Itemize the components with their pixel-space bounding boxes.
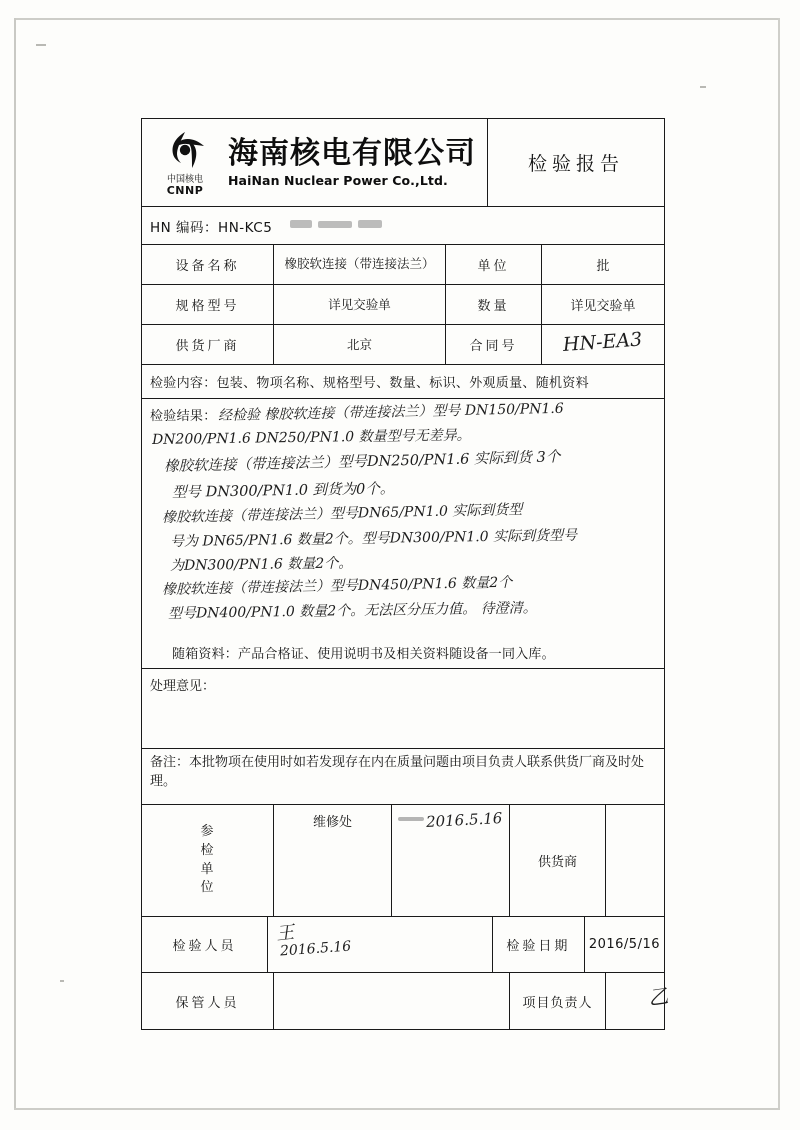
inspector-signature-cell (268, 917, 493, 972)
supplier-row (142, 325, 664, 365)
equipment-row (142, 245, 664, 285)
result-handwriting-block (150, 400, 658, 633)
participating-units-label (142, 805, 274, 916)
inspector-row (142, 917, 664, 973)
supplier-label: 供货厂商 (142, 325, 274, 364)
supplier-signature-cell (606, 805, 664, 916)
inspection-content-text: 检验内容：包装、物项名称、规格型号、数量、标识、外观质量、随机资料 (150, 376, 589, 391)
atom-icon (163, 130, 207, 170)
unit-label: 单位 (446, 245, 542, 284)
inspector-signature: 王 (275, 922, 296, 945)
inspector-signature-date: 2016.5.16 (279, 938, 352, 960)
handwriting-line: 号为 DN65/PN1.6 数量2个。型号DN300/PN1.0 实际到货型号 (169, 527, 578, 550)
inspector-label: 检验人员 (142, 917, 268, 972)
inspection-result-label: 检验结果： (150, 409, 217, 424)
scan-speckle (60, 980, 64, 982)
handwriting-line: 型号 DN300/PN1.0 到货为0个。 (171, 481, 395, 501)
participating-units-row (142, 805, 664, 917)
hn-code-field (142, 207, 664, 244)
code-smudge (358, 220, 382, 228)
project-manager-signature: 乙 (646, 983, 670, 1011)
supplier-value: 北京 (274, 325, 446, 364)
spec-row (142, 285, 664, 325)
company-logo-block (142, 119, 488, 206)
handwriting-line: 型号DN400/PN1.0 数量2个。无法区分压力值。 待澄清。 (167, 600, 537, 622)
inspection-report-form (141, 118, 670, 1030)
unit-label-char: 单 (200, 861, 215, 877)
spec-value: 详见交验单 (274, 285, 446, 324)
code-row (142, 207, 664, 245)
unit-label-char: 参 (200, 823, 215, 839)
remark-row (142, 749, 664, 805)
handwriting-line: 经检验 橡胶软连接（带连接法兰）型号 DN150/PN1.6 (217, 400, 564, 424)
remark-cell (142, 749, 664, 804)
handwriting-line: DN200/PN1.6 DN250/PN1.0 数量型号无差异。 (151, 427, 471, 448)
unit-label-char: 位 (200, 880, 215, 896)
company-name-cn: 海南核电有限公司 (228, 136, 476, 171)
project-manager-signature-cell (606, 973, 670, 1029)
supplier-signature-label: 供货商 (510, 805, 606, 916)
inspection-result-row (142, 399, 664, 669)
unit-value: 批 (596, 259, 610, 274)
page-edge-bottom (14, 1108, 780, 1110)
form-header-row (142, 119, 664, 207)
code-smudge (318, 221, 352, 228)
handling-opinion-row (142, 669, 664, 749)
code-smudge (290, 220, 312, 228)
handwriting-line: 橡胶软连接（带连接法兰）型号DN450/PN1.6 数量2个 (161, 574, 513, 598)
inspection-date-label: 检验日期 (493, 917, 585, 972)
packing-material-note: 随箱资料：产品合格证、使用说明书及相关资料随设备一同入库。 (172, 647, 555, 662)
unit-label-char: 检 (200, 842, 215, 858)
report-title: 检验报告 (527, 153, 624, 175)
remark-text: 备注：本批物项在使用时如若发现存在内在质量问题由项目负责人联系供货厂商及时处理。 (150, 755, 645, 789)
handling-opinion-label: 处理意见： (150, 679, 216, 694)
page-edge-right (778, 18, 780, 1110)
inspection-result-cell (142, 399, 664, 668)
handwriting-line: 橡胶软连接（带连接法兰）型号DN250/PN1.6 实际到货 3个 (163, 449, 561, 475)
equipment-name-label: 设备名称 (142, 245, 274, 284)
equipment-name-value: 橡胶软连接（带连接法兰） (274, 245, 446, 284)
handwriting-line: 橡胶软连接（带连接法兰）型号DN65/PN1.0 实际到货型 (161, 501, 523, 526)
scan-speckle (700, 86, 706, 88)
quantity-label: 数量 (446, 285, 542, 324)
cnnp-logo-cn-label: 中国核电 (166, 173, 204, 185)
contract-number-label: 合同号 (446, 325, 542, 364)
scan-speckle (36, 44, 46, 46)
cnnp-logo-en-label: CNNP (166, 183, 204, 197)
maintenance-signature-cell (392, 805, 510, 916)
signature-smudge (398, 817, 424, 821)
project-manager-label: 项目负责人 (510, 973, 606, 1029)
keeper-signature-cell (274, 973, 510, 1029)
page-edge-top (14, 18, 780, 20)
page-edge-left (14, 18, 16, 1110)
maintenance-dept-label: 维修处 (274, 805, 392, 916)
handwriting-line: 为DN300/PN1.6 数量2个。 (169, 555, 353, 574)
inspection-content-row (142, 365, 664, 399)
contract-number-handwriting: HN-EA3 (562, 327, 644, 356)
company-name-block (228, 137, 476, 188)
hn-code-text: HN 编码：HN-KC5 (150, 219, 273, 236)
contract-number-value (542, 325, 664, 364)
company-name-en: HaiNan Nuclear Power Co.,Ltd. (228, 173, 448, 188)
spec-label: 规格型号 (142, 285, 274, 324)
maintenance-handwritten-date: 2016.5.16 (425, 809, 503, 831)
keeper-label: 保管人员 (142, 973, 274, 1029)
cnnp-logo-icon (154, 130, 216, 196)
inspection-date-value: 2016/5/16 (588, 937, 660, 952)
quantity-value: 详见交验单 (570, 299, 636, 314)
keeper-row (142, 973, 670, 1029)
